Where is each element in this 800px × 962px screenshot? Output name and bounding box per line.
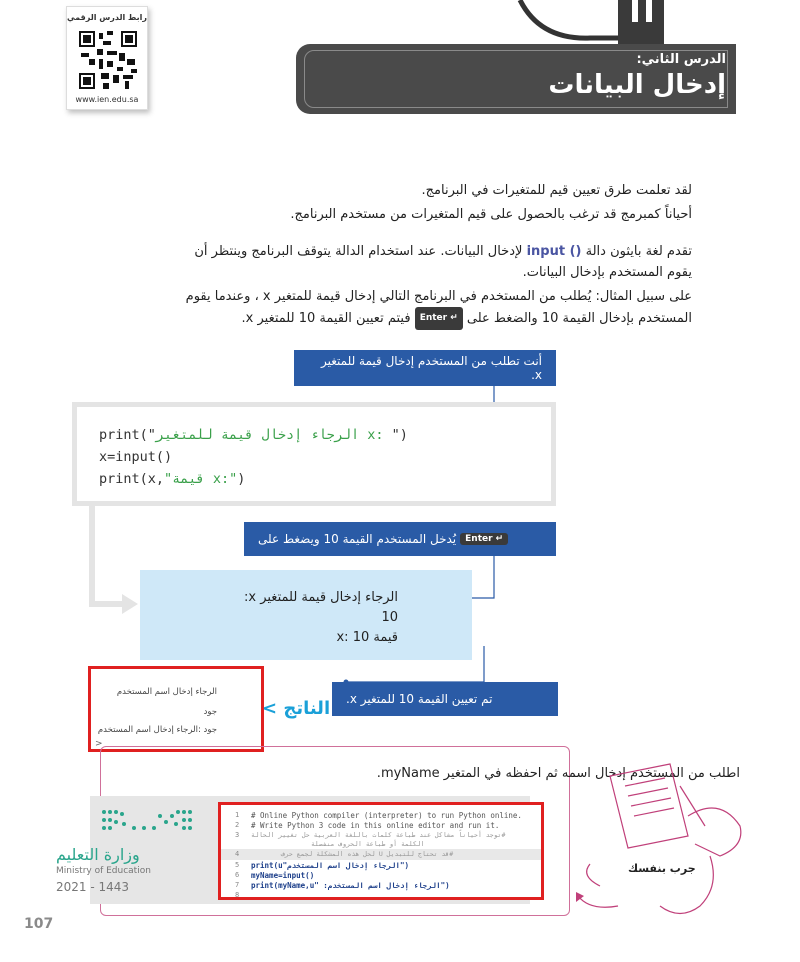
ministry-name-ar: وزارة التعليم bbox=[56, 845, 140, 864]
code-line-1-string: الرجاء إدخال قيمة للمتغير x: bbox=[155, 427, 392, 443]
qr-label: رابط الدرس الرقمي bbox=[67, 13, 147, 22]
editor-line-code: # Online Python compiler (interpreter) to run Python online. bbox=[251, 811, 522, 820]
paragraph-4-before: المستخدم بإدخال القيمة 10 والضغط على bbox=[466, 311, 692, 326]
editor-line-number: 5 bbox=[235, 861, 240, 869]
code-line-3-post: ) bbox=[237, 471, 246, 487]
enter-key-badge: Enter ↵ bbox=[415, 307, 463, 330]
editor-line-number: 2 bbox=[235, 821, 240, 829]
qr-url[interactable]: www.ien.edu.sa bbox=[75, 95, 139, 104]
academic-year: 2021 - 1443 bbox=[56, 880, 130, 894]
try-yourself-label: جرب بنفسك bbox=[628, 862, 696, 875]
ministry-name-en: Ministry of Education bbox=[56, 866, 151, 876]
editor-line-code: #توجد أحياناً مشاكل عند طباعة كلمات باللغة العربية حل تغيير الحالة bbox=[251, 831, 506, 839]
mini-output-screenshot bbox=[88, 666, 264, 752]
output-line-1: الرجاء إدخال قيمة للمتغير x: bbox=[243, 590, 398, 605]
paragraph-1: لقد تعلمت طرق تعيين قيم للمتغيرات في البرنامج. bbox=[421, 183, 692, 198]
mini-output-line-3: جود :الرجاء إدخال اسم المستخدم bbox=[97, 725, 217, 735]
output-line-3: قيمة x: 10 bbox=[336, 630, 398, 645]
editor-line-code: myName=input() bbox=[251, 871, 315, 880]
code-line-3 bbox=[99, 471, 245, 487]
result-label: الناتج > bbox=[262, 698, 331, 719]
lesson-title: إدخال البيانات bbox=[548, 70, 726, 100]
lesson-number: الدرس الثاني: bbox=[636, 52, 726, 67]
editor-line-number: 7 bbox=[235, 881, 240, 889]
editor-line-number: 3 bbox=[235, 831, 240, 839]
callout-user-enters-text: يُدخل المستخدم القيمة 10 ويضغط على bbox=[258, 532, 457, 546]
mini-output-line-1: الرجاء إدخال اسم المستخدم bbox=[116, 687, 217, 697]
editor-line-number: 1 bbox=[235, 811, 240, 819]
paragraph-3-before: تقدم لغة بايثون دالة bbox=[585, 244, 692, 259]
code-line-1 bbox=[99, 427, 408, 443]
enter-key-badge-2: Enter ↵ bbox=[460, 533, 508, 545]
mini-output-line-2: جود bbox=[203, 707, 217, 717]
code-editor-screenshot bbox=[218, 802, 544, 900]
hand-writing-illustration bbox=[570, 756, 770, 926]
code-line-3-pre: print(x, bbox=[99, 471, 165, 487]
callout-assigned: تم تعيين القيمة 10 للمتغير x. bbox=[332, 682, 558, 716]
output-box bbox=[140, 570, 472, 660]
page-number: 107 bbox=[24, 916, 54, 932]
input-function-keyword: input () bbox=[526, 244, 582, 259]
editor-line-number: 4 bbox=[235, 850, 240, 858]
ministry-dots-logo bbox=[100, 806, 200, 836]
editor-line-code: الكلمة أو طباعة الحروف منفصلة bbox=[311, 840, 425, 848]
code-line-3-string: "قيمة x:" bbox=[164, 471, 238, 487]
callout-ask-user: أنت تطلب من المستخدم إدخال قيمة للمتغير x. bbox=[294, 350, 556, 386]
paragraph-4-after: فيتم تعيين القيمة 10 للمتغير x. bbox=[241, 311, 411, 326]
editor-line-code: print(myName,u" :الرجاء إدخال اسم المستخدم") bbox=[251, 881, 450, 890]
mini-output-prompt: > bbox=[95, 739, 103, 749]
output-line-2: 10 bbox=[381, 610, 398, 625]
editor-line-code: #قد تحتاج للتبديل U لحل هذه المشكلة لجمع حرف bbox=[281, 850, 454, 858]
paragraph-4-line-1: على سبيل المثال: يُطلب من المستخدم في البرنامج التالي إدخال قيمة للمتغير x ، وعندما يقوم bbox=[185, 289, 692, 304]
paragraph-3-after: لإدخال البيانات. عند استخدام الدالة يتوقف البرنامج وينتظر أن bbox=[194, 244, 523, 259]
code-line-2: x=input() bbox=[99, 449, 173, 465]
paragraph-3-line-2: يقوم المستخدم بإدخال البيانات. bbox=[522, 265, 692, 280]
code-line-1-pre: print(" bbox=[99, 427, 156, 443]
paragraph-2: أحياناً كمبرمج قد ترغب بالحصول على قيم المتغيرات من مستخدم البرنامج. bbox=[290, 207, 692, 222]
editor-line-number: 6 bbox=[235, 871, 240, 879]
code-line-1-post: ") bbox=[391, 427, 408, 443]
callout-user-enters bbox=[244, 522, 556, 556]
editor-line-number: 8 bbox=[235, 891, 240, 899]
code-box bbox=[72, 402, 556, 506]
editor-line-code: # Write Python 3 code in this online editor and run it. bbox=[251, 821, 500, 830]
exercise-title: اطلب من المستخدم إدخال اسمه ثم احفظه في المتغير myName. bbox=[376, 766, 740, 781]
editor-line-code: print(u"الرجاء إدخال اسم المستخدم") bbox=[251, 861, 410, 870]
